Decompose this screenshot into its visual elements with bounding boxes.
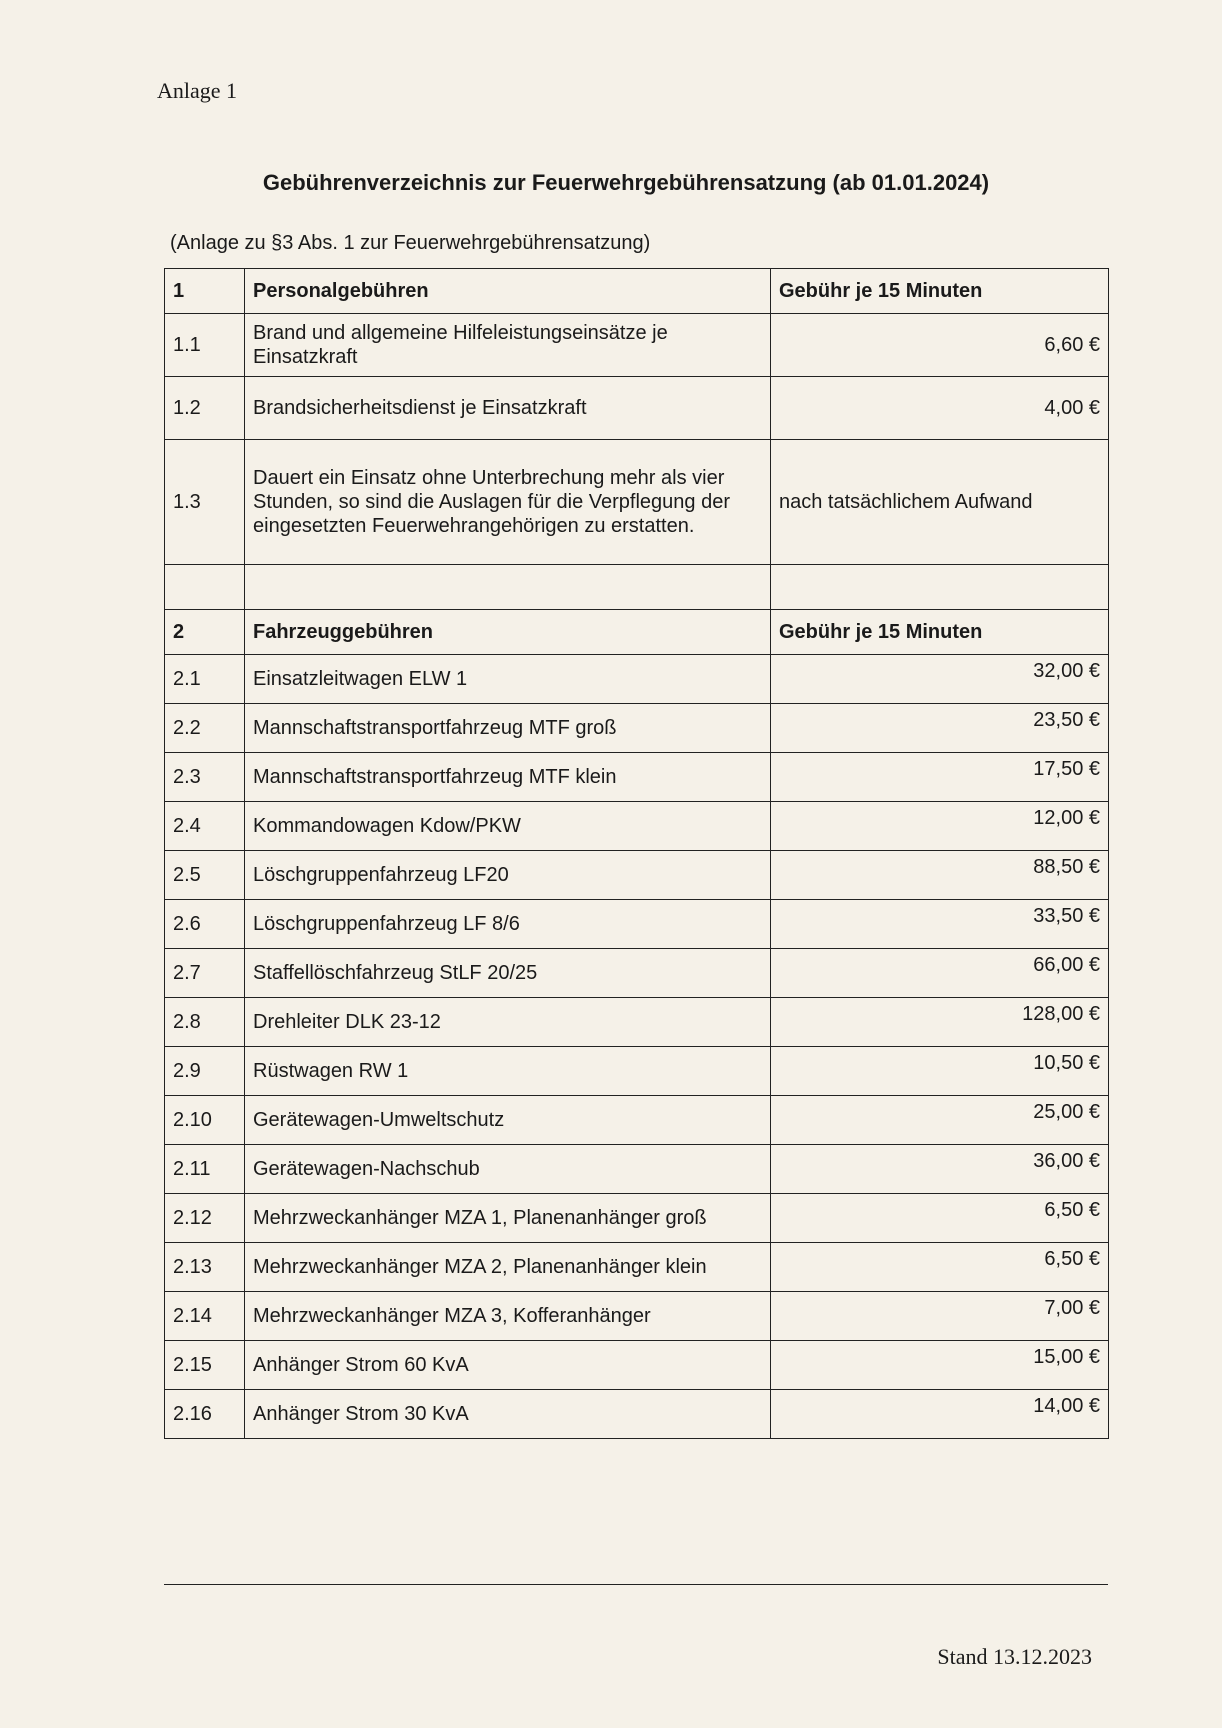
- row-number: 2.13: [165, 1243, 245, 1292]
- row-description: Mehrzweckanhänger MZA 3, Kofferanhänger: [245, 1292, 771, 1341]
- table-row: [165, 998, 1109, 1047]
- row-fee: 12,00 €: [771, 802, 1109, 851]
- row-number: 1.1: [165, 314, 245, 377]
- row-description: Rüstwagen RW 1: [245, 1047, 771, 1096]
- table-row: [165, 851, 1109, 900]
- row-number: 2.14: [165, 1292, 245, 1341]
- row-description: Gerätewagen-Umweltschutz: [245, 1096, 771, 1145]
- row-fee: 10,50 €: [771, 1047, 1109, 1096]
- section-header-personnel: [165, 269, 1109, 314]
- row-number: 2.6: [165, 900, 245, 949]
- table-row: [165, 704, 1109, 753]
- table-row: [165, 1047, 1109, 1096]
- fee-table-body: [165, 269, 1109, 1439]
- fee-column-header: Gebühr je 15 Minuten: [771, 610, 1109, 655]
- row-description: Löschgruppenfahrzeug LF 8/6: [245, 900, 771, 949]
- row-number: 2.4: [165, 802, 245, 851]
- row-number: 1.3: [165, 440, 245, 565]
- row-fee: 25,00 €: [771, 1096, 1109, 1145]
- row-number: 2.8: [165, 998, 245, 1047]
- row-description: Mehrzweckanhänger MZA 2, Planenanhänger klein: [245, 1243, 771, 1292]
- row-description: Brand und allgemeine Hilfeleistungseinsätze je Einsatzkraft: [245, 314, 771, 377]
- row-fee: 66,00 €: [771, 949, 1109, 998]
- row-description: Brandsicherheitsdienst je Einsatzkraft: [245, 377, 771, 440]
- row-fee: nach tatsächlichem Aufwand: [771, 440, 1109, 565]
- row-fee: 6,60 €: [771, 314, 1109, 377]
- row-fee: 88,50 €: [771, 851, 1109, 900]
- footer-divider: [164, 1584, 1108, 1585]
- row-description: Einsatzleitwagen ELW 1: [245, 655, 771, 704]
- row-number: 2.9: [165, 1047, 245, 1096]
- table-row: [165, 1243, 1109, 1292]
- table-row: [165, 314, 1109, 377]
- table-row: [165, 1390, 1109, 1439]
- row-number: 2.16: [165, 1390, 245, 1439]
- row-description: Anhänger Strom 30 KvA: [245, 1390, 771, 1439]
- table-row: [165, 900, 1109, 949]
- table-row: [165, 1145, 1109, 1194]
- row-fee: 23,50 €: [771, 704, 1109, 753]
- fee-column-header: Gebühr je 15 Minuten: [771, 269, 1109, 314]
- row-fee: 17,50 €: [771, 753, 1109, 802]
- row-description: Mannschaftstransportfahrzeug MTF groß: [245, 704, 771, 753]
- page-title: Gebührenverzeichnis zur Feuerwehrgebührensatzung (ab 01.01.2024): [262, 170, 990, 195]
- row-description: Dauert ein Einsatz ohne Unterbrechung mehr als vier Stunden, so sind die Auslagen für die Verpflegung der eingesetzten Feuerwehrangehörigen zu erstatten.: [245, 440, 771, 565]
- table-row: [165, 1292, 1109, 1341]
- row-number: 2.3: [165, 753, 245, 802]
- row-fee: 6,50 €: [771, 1243, 1109, 1292]
- table-row: [165, 377, 1109, 440]
- section-number: 1: [165, 269, 245, 314]
- table-row: [165, 655, 1109, 704]
- table-row: [165, 1341, 1109, 1390]
- row-number: 2.10: [165, 1096, 245, 1145]
- page-subtitle: (Anlage zu §3 Abs. 1 zur Feuerwehrgebührensatzung): [170, 232, 651, 254]
- row-description: Löschgruppenfahrzeug LF20: [245, 851, 771, 900]
- row-number: 2.1: [165, 655, 245, 704]
- table-row: [165, 753, 1109, 802]
- row-number: 2.7: [165, 949, 245, 998]
- annex-label: Anlage 1: [157, 78, 238, 103]
- row-description: Gerätewagen-Nachschub: [245, 1145, 771, 1194]
- row-number: 2.15: [165, 1341, 245, 1390]
- table-row: [165, 802, 1109, 851]
- row-fee: 33,50 €: [771, 900, 1109, 949]
- table-row: [165, 1096, 1109, 1145]
- row-description: Mannschaftstransportfahrzeug MTF klein: [245, 753, 771, 802]
- row-fee: 32,00 €: [771, 655, 1109, 704]
- table-row: [165, 440, 1109, 565]
- section-number: 2: [165, 610, 245, 655]
- section-header-vehicles: [165, 610, 1109, 655]
- row-description: Kommandowagen Kdow/PKW: [245, 802, 771, 851]
- row-number: 2.11: [165, 1145, 245, 1194]
- row-fee: 7,00 €: [771, 1292, 1109, 1341]
- row-fee: 128,00 €: [771, 998, 1109, 1047]
- empty-separator-row: [165, 565, 1109, 610]
- row-fee: 6,50 €: [771, 1194, 1109, 1243]
- row-number: 2.2: [165, 704, 245, 753]
- row-number: 2.12: [165, 1194, 245, 1243]
- row-fee: 14,00 €: [771, 1390, 1109, 1439]
- row-fee: 4,00 €: [771, 377, 1109, 440]
- fee-table: [164, 268, 1109, 1439]
- table-row: [165, 949, 1109, 998]
- row-description: Drehleiter DLK 23-12: [245, 998, 771, 1047]
- status-date: Stand 13.12.2023: [937, 1644, 1092, 1669]
- table-row: [165, 1194, 1109, 1243]
- row-number: 1.2: [165, 377, 245, 440]
- row-description: Anhänger Strom 60 KvA: [245, 1341, 771, 1390]
- row-description: Mehrzweckanhänger MZA 1, Planenanhänger groß: [245, 1194, 771, 1243]
- row-fee: 15,00 €: [771, 1341, 1109, 1390]
- row-fee: 36,00 €: [771, 1145, 1109, 1194]
- section-label: Personalgebühren: [245, 269, 771, 314]
- row-number: 2.5: [165, 851, 245, 900]
- row-description: Staffellöschfahrzeug StLF 20/25: [245, 949, 771, 998]
- section-label: Fahrzeuggebühren: [245, 610, 771, 655]
